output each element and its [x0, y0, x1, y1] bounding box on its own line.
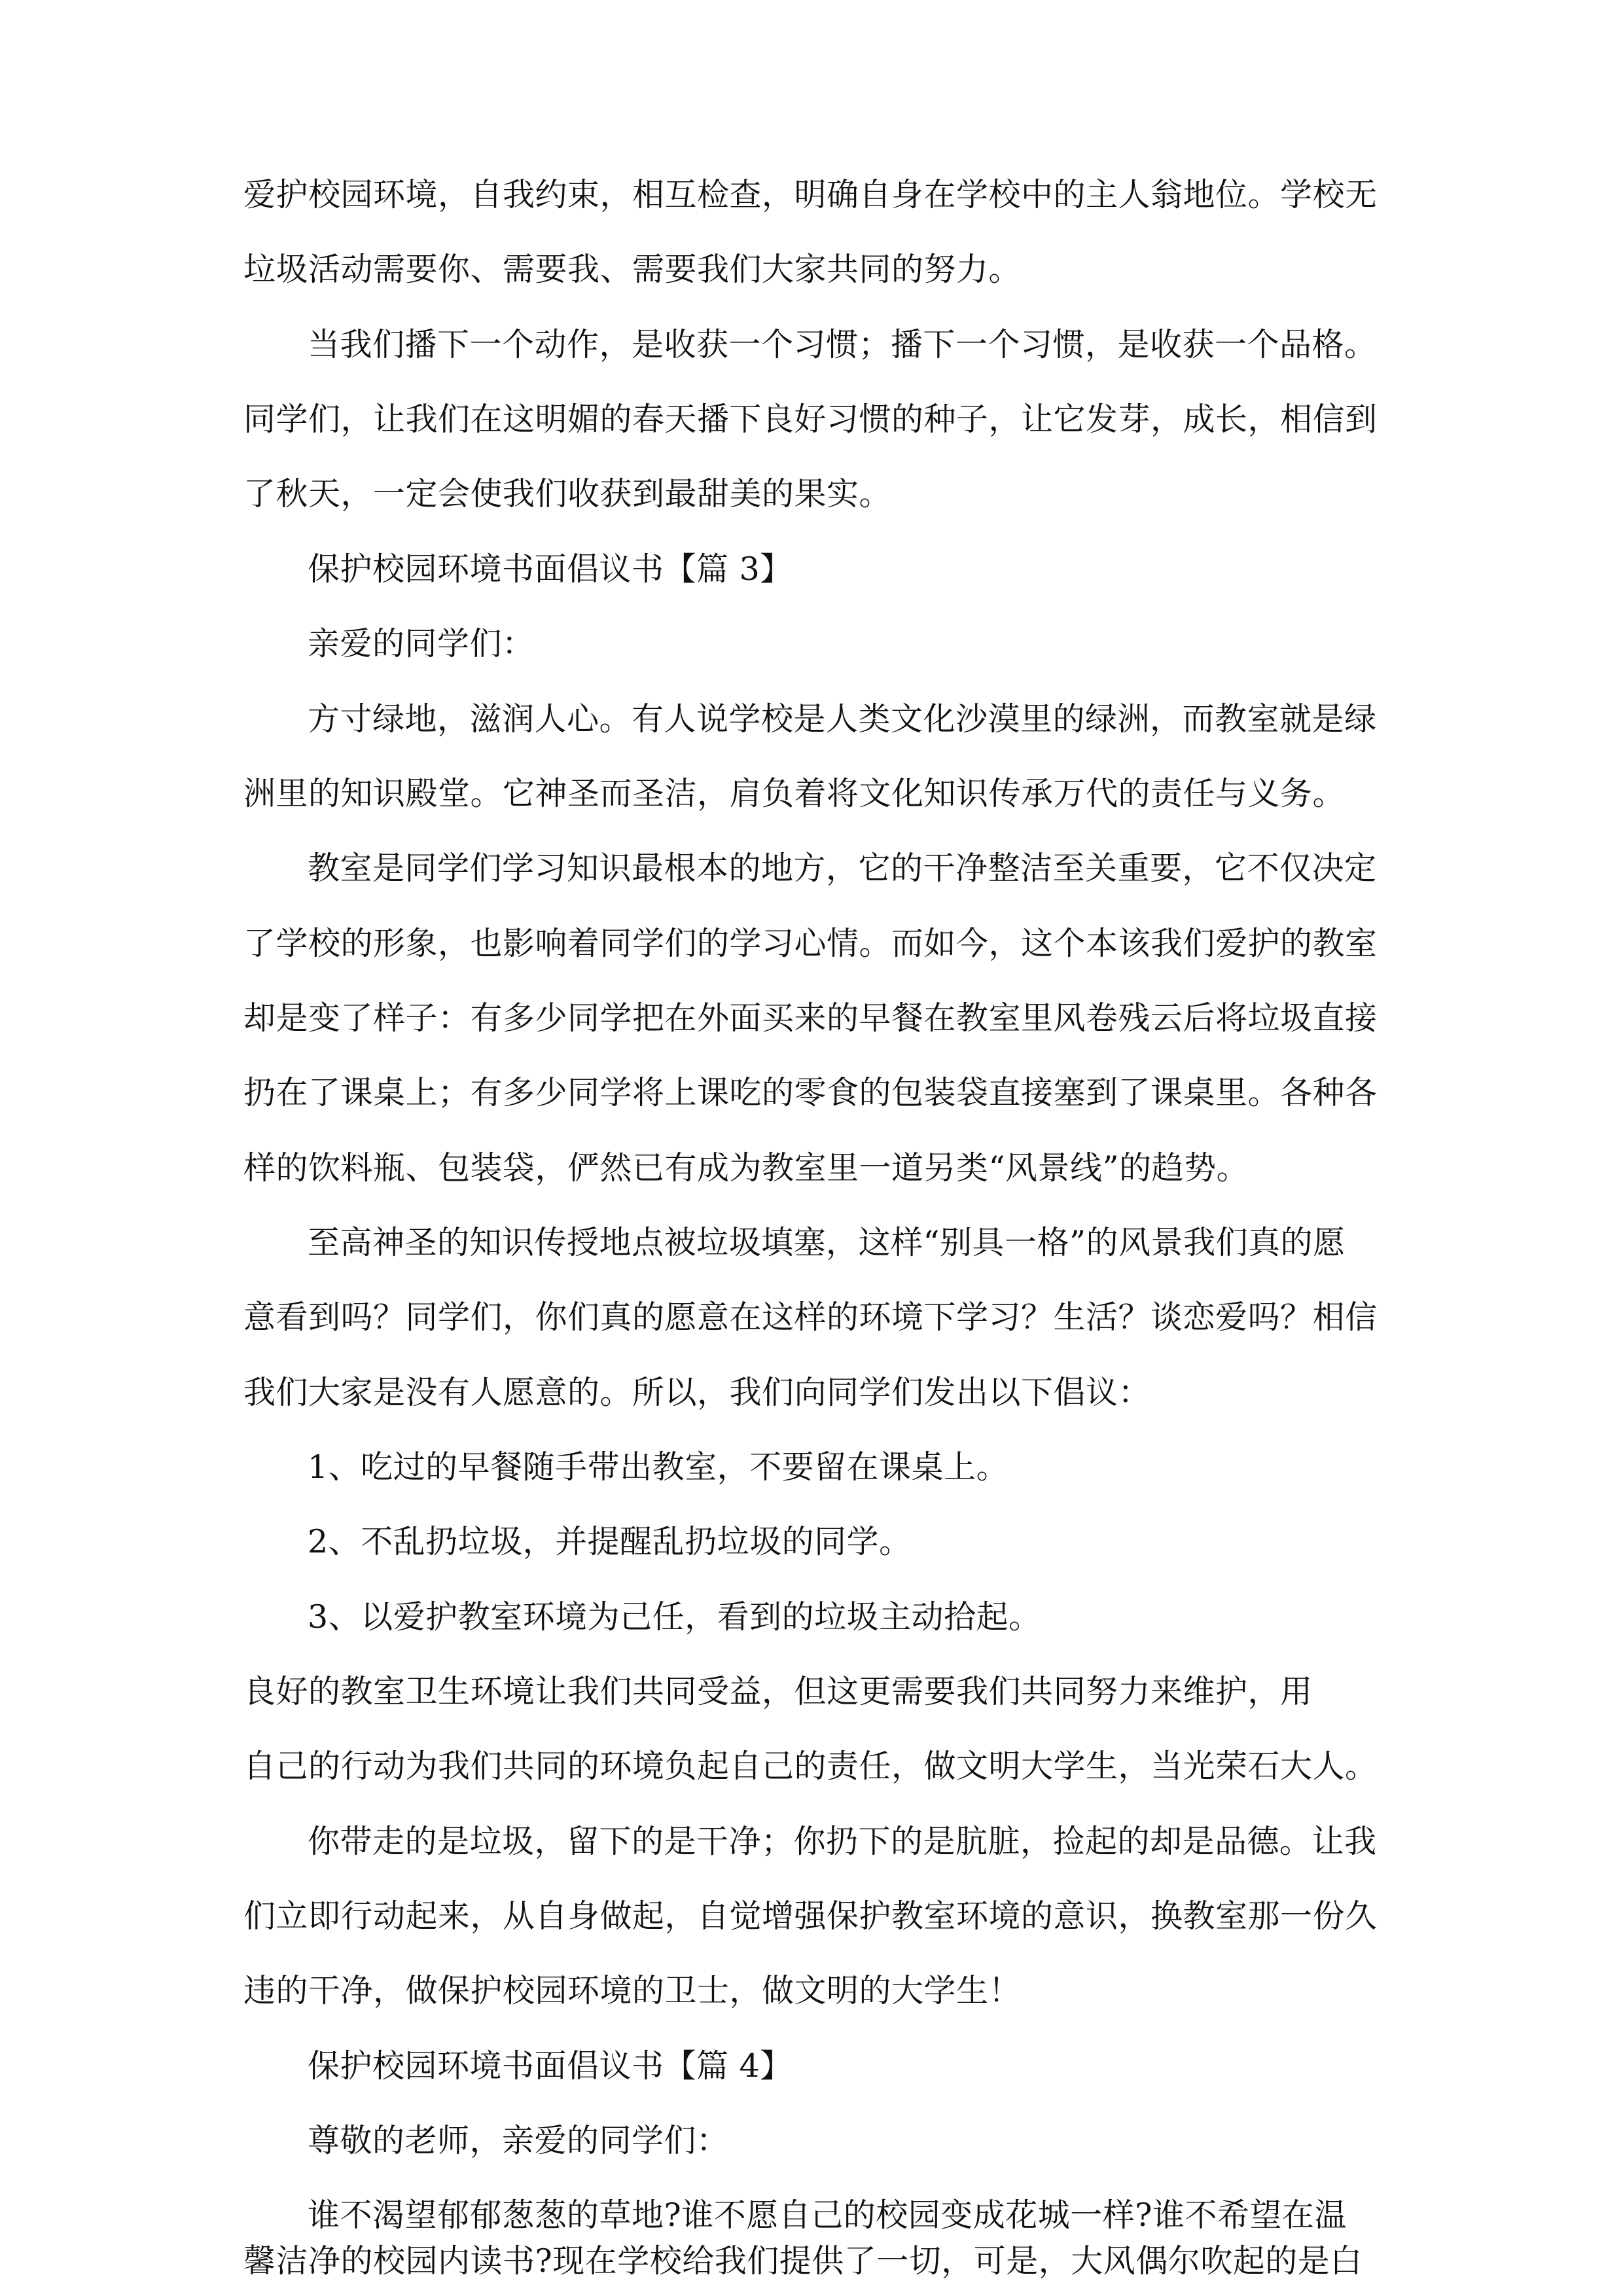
text-line: 垃圾活动需要你、需要我、需要我们大家共同的努力。: [243, 251, 1022, 288]
salutation: 亲爱的同学们：: [308, 625, 535, 662]
text-line: 方寸绿地，滋润人心。有人说学校是人类文化沙漠里的绿洲，而教室就是绿: [308, 700, 1377, 738]
text-line: 样的饮料瓶、包装袋，俨然已有成为教室里一道另类“风景线”的趋势。: [243, 1149, 1249, 1187]
text-line: 爱护校园环境，自我约束，相互检查，明确自身在学校中的主人翁地位。学校无: [243, 176, 1378, 213]
text-line: 们立即行动起来，从自身做起，自觉增强保护教室环境的意识，换教室那一份久: [243, 1897, 1378, 1935]
text-line: 意看到吗？同学们，你们真的愿意在这样的环境下学习？生活？谈恋爱吗？相信: [243, 1299, 1378, 1336]
text-line: 自己的行动为我们共同的环境负起自己的责任，做文明大学生，当光荣石大人。: [243, 1748, 1378, 1785]
text-line: 了学校的形象，也影响着同学们的学习心情。而如今，这个本该我们爱护的教室: [243, 925, 1378, 962]
text-line: 良好的教室卫生环境让我们共同受益，但这更需要我们共同努力来维护，用: [243, 1673, 1313, 1710]
text-line: 同学们，让我们在这明媚的春天播下良好习惯的种子，让它发芽，成长，相信到: [243, 401, 1378, 438]
text-line: 扔在了课桌上；有多少同学将上课吃的零食的包装袋直接塞到了课桌里。各种各: [243, 1074, 1378, 1111]
text-line: 当我们播下一个动作，是收获一个习惯；播下一个习惯，是收获一个品格。: [308, 326, 1377, 363]
text-line: 至高神圣的知识传授地点被垃圾填塞，这样“别具一格”的风景我们真的愿: [308, 1224, 1346, 1261]
text-line: 却是变了样子：有多少同学把在外面买来的早餐在教室里风卷残云后将垃圾直接: [243, 999, 1378, 1037]
list-item: 2、不乱扔垃圾，并提醒乱扔垃圾的同学。: [308, 1523, 912, 1560]
text-line: 洲里的知识殿堂。它神圣而圣洁，肩负着将文化知识传承万代的责任与义务。: [243, 775, 1346, 812]
section-heading: 保护校园环境书面倡议书【篇 3】: [308, 550, 793, 588]
text-line: 了秋天，一定会使我们收获到最甜美的果实。: [243, 475, 892, 512]
text-line: 馨洁净的校园内读书?现在学校给我们提供了一切，可是，大风偶尔吹起的是白: [243, 2242, 1363, 2280]
list-item: 1、吃过的早餐随手带出教室，不要留在课桌上。: [308, 1448, 1009, 1486]
text-line: 违的干净，做保护校园环境的卫士，做文明的大学生！: [243, 1972, 1022, 2009]
list-item: 3、以爱护教室环境为己任，看到的垃圾主动拾起。: [308, 1598, 1041, 1636]
text-line: 你带走的是垃圾，留下的是干净；你扔下的是肮脏，捡起的却是品德。让我: [308, 1823, 1377, 1860]
text-line: 教室是同学们学习知识最根本的地方，它的干净整洁至关重要，它不仅决定: [308, 850, 1377, 887]
section-heading: 保护校园环境书面倡议书【篇 4】: [308, 2047, 793, 2085]
text-line: 谁不渴望郁郁葱葱的草地?谁不愿自己的校园变成花城一样?谁不希望在温: [308, 2197, 1347, 2234]
salutation: 尊敬的老师，亲爱的同学们：: [308, 2122, 729, 2159]
text-line: 我们大家是没有人愿意的。所以，我们向同学们发出以下倡议：: [243, 1374, 1151, 1411]
